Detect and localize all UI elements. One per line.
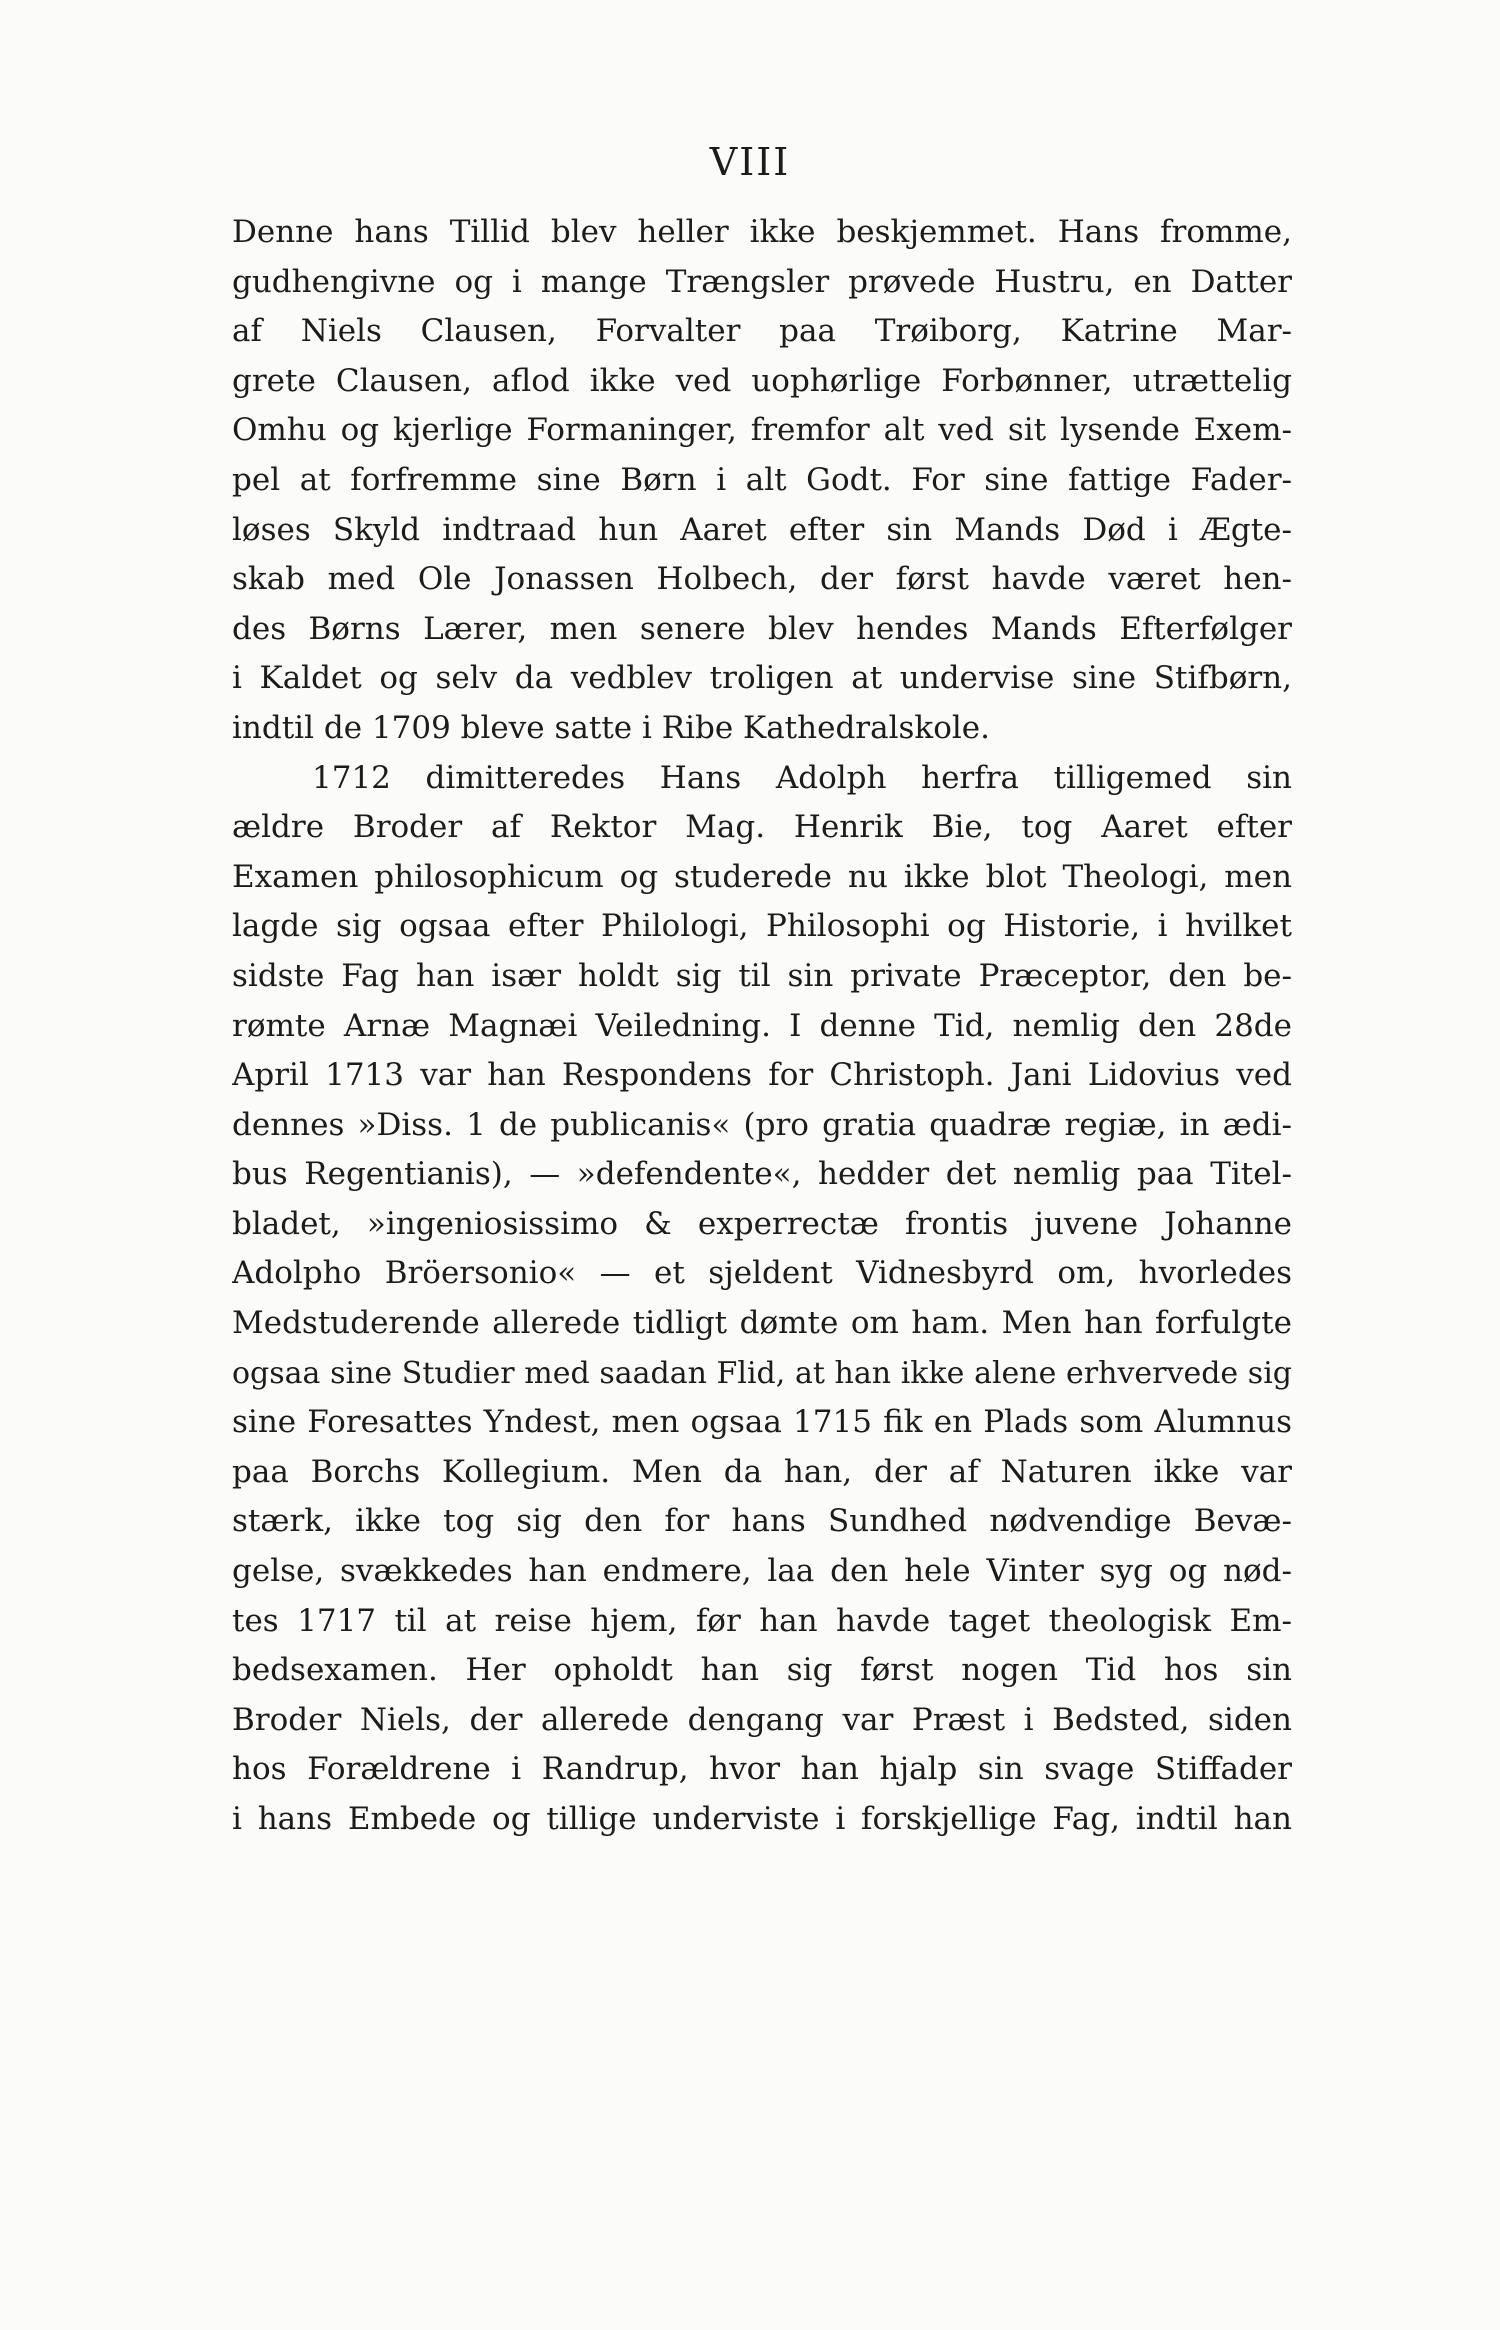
- text-line: løses Skyld indtraad hun Aaret efter sin Mands Død i Ægte-: [232, 511, 1292, 548]
- text-line: bedsexamen. Her opholdt han sig først nogen Tid hos sin: [232, 1652, 1292, 1689]
- text-line: April 1713 var han Respondens for Christoph. Jani Lidovius ved: [232, 1057, 1292, 1094]
- text-line: ogsaa sine Studier med saadan Flid, at han ikke alene erhvervede sig: [232, 1355, 1292, 1391]
- page-number: VIII: [709, 140, 791, 184]
- body-text: [232, 208, 1292, 1845]
- text-line: 1712 dimitteredes Hans Adolph herfra tilligemed sin: [312, 759, 1292, 796]
- text-line: stærk, ikke tog sig den for hans Sundhed nødvendige Bevæ-: [232, 1503, 1292, 1540]
- paragraph: [232, 754, 1292, 1845]
- text-line: des Børns Lærer, men senere blev hendes Mands Efterfølger: [232, 610, 1292, 647]
- text-line: Medstuderende allerede tidligt dømte om ham. Men han forfulgte: [232, 1305, 1292, 1342]
- text-line: Denne hans Tillid blev heller ikke beskjemmet. Hans fromme,: [232, 214, 1292, 250]
- text-line: indtil de 1709 bleve satte i Ribe Kathedralskole.: [232, 709, 990, 746]
- text-line: rømte Arnæ Magnæi Veiledning. I denne Tid, nemlig den 28de: [232, 1007, 1292, 1044]
- text-line: af Niels Clausen, Forvalter paa Trøiborg, Katrine Mar-: [232, 313, 1292, 350]
- text-line: Examen philosophicum og studerede nu ikke blot Theologi, men: [232, 858, 1292, 895]
- text-line: hos Forældrene i Randrup, hvor han hjalp sin svage Stiffader: [232, 1751, 1292, 1788]
- text-line: gelse, svækkedes han endmere, laa den hele Vinter syg og nød-: [232, 1553, 1292, 1590]
- text-line: i hans Embede og tillige underviste i forskjellige Fag, indtil han: [232, 1801, 1292, 1837]
- text-line: lagde sig ogsaa efter Philologi, Philosophi og Historie, i hvilket: [232, 908, 1292, 945]
- text-line: i Kaldet og selv da vedblev troligen at undervise sine Stifbørn,: [232, 660, 1292, 697]
- paragraph: [232, 208, 1292, 754]
- text-line: grete Clausen, aflod ikke ved uophørlige Forbønner, utrættelig: [232, 362, 1292, 399]
- text-line: dennes »Diss. 1 de publicanis« (pro gratia quadræ regiæ, in ædi-: [232, 1106, 1292, 1143]
- text-line: skab med Ole Jonassen Holbech, der først havde været hen-: [232, 561, 1292, 598]
- text-line: bus Regentianis), — »defendente«, hedder det nemlig paa Titel-: [232, 1156, 1292, 1193]
- text-line: sidste Fag han især holdt sig til sin private Præceptor, den be-: [232, 957, 1292, 994]
- text-line: Omhu og kjerlige Formaninger, fremfor alt ved sit lysende Exem-: [232, 412, 1292, 449]
- text-line: Adolpho Bröersonio« — et sjeldent Vidnesbyrd om, hvorledes: [232, 1255, 1292, 1292]
- text-line: sine Foresattes Yndest, men ogsaa 1715 fik en Plads som Alumnus: [232, 1404, 1292, 1441]
- text-line: Broder Niels, der allerede dengang var Præst i Bedsted, siden: [232, 1701, 1292, 1738]
- text-line: ældre Broder af Rektor Mag. Henrik Bie, tog Aaret efter: [232, 809, 1292, 846]
- text-line: bladet, »ingeniosissimo & experrectæ frontis juvene Johanne: [232, 1205, 1292, 1242]
- text-line: gudhengivne og i mange Trængsler prøvede Hustru, en Datter: [232, 263, 1292, 300]
- text-line: tes 1717 til at reise hjem, før han havde taget theologisk Em-: [232, 1602, 1292, 1639]
- text-line: pel at forfremme sine Børn i alt Godt. For sine fattige Fader-: [232, 461, 1292, 498]
- text-line: paa Borchs Kollegium. Men da han, der af Naturen ikke var: [232, 1453, 1292, 1490]
